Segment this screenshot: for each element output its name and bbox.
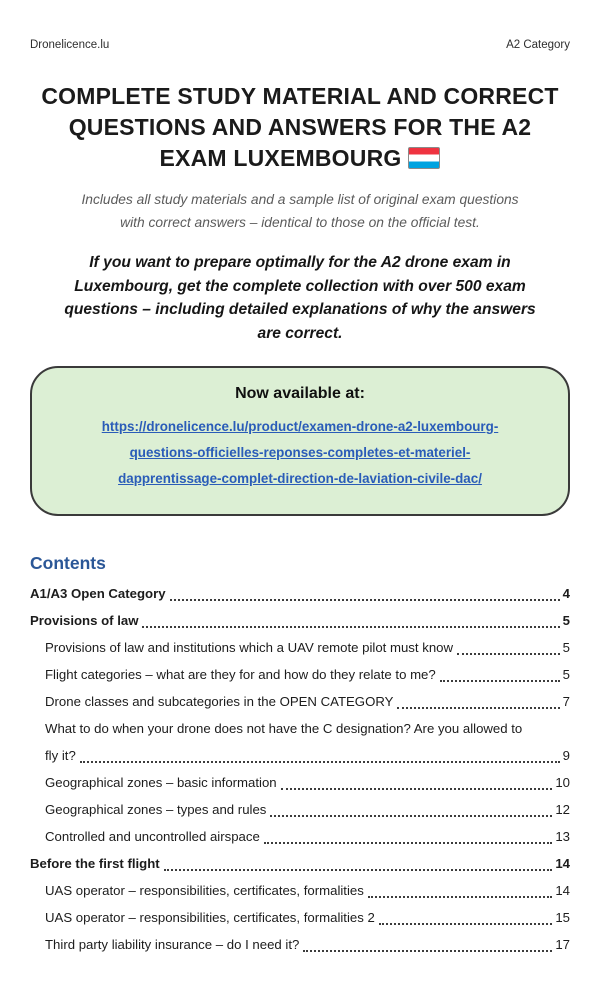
toc-entry[interactable] bbox=[30, 742, 570, 769]
promo-line-4: are correct. bbox=[257, 324, 343, 342]
product-link[interactable] bbox=[54, 414, 546, 492]
toc-entry-label: Provisions of law bbox=[30, 613, 139, 628]
availability-box bbox=[30, 366, 570, 516]
toc-entry[interactable] bbox=[30, 931, 570, 958]
toc-dot-leader bbox=[303, 950, 552, 952]
toc-entry-page-number: 7 bbox=[562, 694, 570, 709]
toc-entry-page-number: 4 bbox=[562, 586, 570, 601]
promo-line-2: Luxembourg, get the complete collection with over 500 exam bbox=[74, 277, 526, 295]
promo-paragraph bbox=[30, 251, 570, 345]
toc-entry-page-number: 13 bbox=[555, 829, 570, 844]
toc-entry[interactable] bbox=[30, 769, 570, 796]
toc-dot-leader bbox=[264, 842, 553, 844]
toc-entry[interactable] bbox=[30, 904, 570, 931]
document-title bbox=[30, 81, 570, 174]
toc-entry-label: UAS operator – responsibilities, certificates, formalities bbox=[45, 883, 364, 898]
subtitle-text bbox=[30, 188, 570, 234]
toc-entry-label: UAS operator – responsibilities, certificates, formalities 2 bbox=[45, 910, 375, 925]
toc-dot-leader bbox=[170, 599, 560, 601]
availability-heading: Now available at: bbox=[235, 385, 365, 402]
toc-entry-page-number: 9 bbox=[562, 748, 570, 763]
toc-entry-label-continued[interactable]: What to do when your drone does not have the C designation? Are you allowed to bbox=[45, 721, 523, 736]
toc-dot-leader bbox=[440, 680, 560, 682]
toc-dot-leader bbox=[142, 626, 559, 628]
toc-dot-leader bbox=[368, 896, 553, 898]
toc-dot-leader bbox=[397, 707, 559, 709]
title-line-3: EXAM LUXEMBOURG bbox=[30, 143, 570, 174]
toc-entry-label: Third party liability insurance – do I need it? bbox=[45, 937, 300, 952]
toc-entry-page-number: 12 bbox=[555, 802, 570, 817]
toc-entry[interactable] bbox=[30, 661, 570, 688]
toc-entry-page-number: 10 bbox=[555, 775, 570, 790]
toc-entry[interactable] bbox=[30, 688, 570, 715]
toc-entry-page-number: 15 bbox=[555, 910, 570, 925]
toc-entry[interactable] bbox=[30, 823, 570, 850]
header-category-label: A2 Category bbox=[506, 39, 570, 51]
toc-dot-leader bbox=[457, 653, 560, 655]
toc-entry-label: Controlled and uncontrolled airspace bbox=[45, 829, 260, 844]
subtitle-line-2: with correct answers – identical to those on the official test. bbox=[120, 215, 480, 230]
toc-entry-label: A1/A3 Open Category bbox=[30, 586, 166, 601]
toc-dot-leader bbox=[379, 923, 553, 925]
title-line-2: QUESTIONS AND ANSWERS FOR THE A2 bbox=[68, 114, 532, 140]
toc-entry-page-number: 5 bbox=[562, 613, 570, 628]
toc-entry-page-number: 5 bbox=[562, 640, 570, 655]
page-header bbox=[30, 38, 570, 52]
toc-entry-page-number: 14 bbox=[555, 856, 570, 871]
title-line-1: COMPLETE STUDY MATERIAL AND CORRECT bbox=[41, 83, 559, 109]
toc-entry-label: Drone classes and subcategories in the OPEN CATEGORY bbox=[45, 694, 394, 709]
toc-entry-page-number: 17 bbox=[555, 937, 570, 952]
table-of-contents bbox=[30, 580, 570, 958]
promo-line-3: questions – including detailed explanations of why the answers bbox=[64, 301, 536, 318]
toc-entry-label: Before the first flight bbox=[30, 856, 160, 871]
luxembourg-flag-icon bbox=[408, 147, 440, 169]
toc-entry[interactable] bbox=[30, 634, 570, 661]
toc-entry[interactable] bbox=[30, 796, 570, 823]
toc-entry[interactable] bbox=[30, 580, 570, 607]
toc-entry[interactable] bbox=[30, 607, 570, 634]
toc-entry-label: fly it? bbox=[45, 748, 76, 763]
product-link-line-1: https://dronelicence.lu/product/examen-drone-a2-luxembourg- bbox=[101, 419, 499, 434]
toc-entry-page-number: 14 bbox=[555, 883, 570, 898]
toc-entry[interactable] bbox=[30, 877, 570, 904]
contents-heading: Contents bbox=[30, 553, 106, 573]
toc-entry-label: Geographical zones – basic information bbox=[45, 775, 277, 790]
toc-dot-leader bbox=[281, 788, 553, 790]
toc-entry-label: Geographical zones – types and rules bbox=[45, 802, 267, 817]
toc-dot-leader bbox=[80, 761, 560, 763]
promo-line-1: If you want to prepare optimally for the A2 drone exam in bbox=[89, 254, 511, 271]
toc-dot-leader bbox=[164, 869, 553, 871]
toc-entry-page-number: 5 bbox=[562, 667, 570, 682]
product-link-line-3: dapprentissage-complet-direction-de-laviation-civile-dac/ bbox=[118, 471, 482, 486]
toc-entry-label: Provisions of law and institutions which a UAV remote pilot must know bbox=[45, 640, 454, 655]
header-site-name: Dronelicence.lu bbox=[30, 39, 110, 51]
toc-dot-leader bbox=[270, 815, 552, 817]
subtitle-line-1: Includes all study materials and a sample list of original exam questions bbox=[81, 192, 519, 207]
product-link-line-2: questions-officielles-reponses-completes-et-materiel- bbox=[129, 445, 471, 460]
toc-entry-label: Flight categories – what are they for and how do they relate to me? bbox=[45, 667, 436, 682]
toc-entry[interactable] bbox=[30, 850, 570, 877]
